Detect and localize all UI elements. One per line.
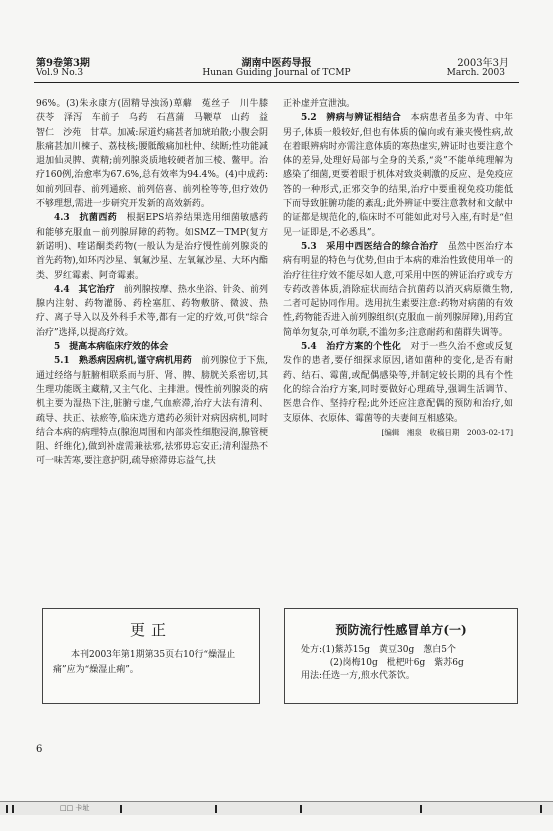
section-5-2-body: 本病患者虽多为青、中年男子,体质一般较好,但也有体质的偏向或有兼夹慢性病,故在着眼辨病时亦需注意体质的寒热虚实,辨证时也要注意个体的差异,处理好局部与全身的关系,“炎”不能单纯理解为感染了细菌,更要着眼于机体对致炎刺激的反应、是免疫应答的一种形式,正邪交争的结果,治疗中要重视免疫功能低下而导致脏腑功能的紊乱;此外辨证中要注意教材和文献中的证都是规范化的,临床时不可能如此对号入座,有时是“但见一证即是,不必悉具”。 bbox=[283, 113, 513, 238]
section-5-2-title: 5.2 辨病与辨证相结合 bbox=[301, 113, 402, 124]
section-5-1-body: 前列腺位于下焦,通过经络与脏腑相联系而与肝、肾、脾、膀胱关系密切,其生理功能既主藏精,又主气化、主排泄。慢性前列腺炎的病机主要为湿热下注,脏腑亏虚,气血瘀滞,治疗大法有清利、疏导、扶正、祛瘀等,临床选方遣药必须针对病因病机,同时结合本病的病理特点(腺泡周围和内部炎性细胞浸润,腺管梗阻、纤维化),做到补虚需兼祛邪,祛邪毋忘安正;清利湿热不可一味苦寒,要注意护阴,疏导瘀滞毋忘益气,扶 bbox=[36, 356, 268, 467]
issue-date-en: March. 2003 bbox=[446, 68, 505, 78]
scan-mark bbox=[6, 805, 8, 813]
scan-mark bbox=[215, 805, 217, 813]
paragraph-continuation-right: 正补虚并宣泄浊。 bbox=[283, 99, 356, 109]
scan-mark bbox=[300, 805, 302, 813]
scan-border-bar bbox=[0, 801, 553, 815]
recipe-line-1: 处方:(1)紫苏15g 黄豆30g 葱白5个 bbox=[301, 645, 456, 655]
scan-mark bbox=[120, 805, 122, 813]
journal-title-en: Hunan Guiding Journal of TCMP bbox=[202, 68, 351, 78]
section-5-4-body: 对于一些久治不愈或反复发作的患者,要仔细探求原因,诸如菌种的变化,是否有耐药、结石、霉菌,或配偶感染等,并制定较长期的具有个性化的综合治疗方案,同时要做好心理疏导,强调生活调节、医患合作、坚持疗程;此外还应注意配偶的预防和治疗,如支原体、衣原体、霉菌等的夫妻间互相感染。 bbox=[283, 342, 513, 424]
section-5-1-title: 5.1 熟悉病因病机,谨守病机用药 bbox=[54, 356, 192, 367]
issue-date-cn: 2003年3月 bbox=[457, 58, 509, 69]
section-5-title: 5 提高本病临床疗效的体会 bbox=[54, 342, 169, 353]
section-5-3-title: 5.3 采用中西医结合的综合治疗 bbox=[301, 241, 439, 252]
journal-title-cn: 湖南中医药导报 bbox=[241, 58, 312, 69]
recipe-title: 预防流行性感冒单方(一) bbox=[335, 623, 467, 637]
section-4-3-title: 4.3 抗菌西药 bbox=[54, 213, 118, 224]
volume-en: Vol.9 No.3 bbox=[36, 68, 84, 78]
section-5-1 bbox=[36, 354, 268, 468]
recipe-line-3: 用法:任选一方,煎水代茶饮。 bbox=[301, 671, 415, 681]
scan-bar-text: □□ 卡址 bbox=[60, 804, 90, 812]
correction-text: 本刊2003年第1期第35页右10行“燥湿止痛”应为“燥湿止痢”。 bbox=[53, 650, 236, 675]
scan-mark bbox=[540, 805, 542, 813]
section-4-4 bbox=[36, 283, 268, 340]
editor-note: [编辑 湘泉 收稿日期 2003-02-17] bbox=[381, 427, 513, 437]
section-5-3-body: 虽然中医治疗本病有明显的特色与优势,但由于本病的难治性致使用单一的治疗往往疗效不能尽如人意,可采用中医的辨证治疗或专方专药改善体质,消除症状而结合抗菌药以消灭病原微生物,二者可起协同作用。选用抗生素要注意:药物对病菌的有效性,药物能否进入前列腺组织(克服血－前列腺屏障),用药宜简单勿复杂,可单勿联,不滥勿多;注意耐药和菌群失调等。 bbox=[283, 241, 513, 338]
journal-header bbox=[0, 0, 553, 92]
correction-title: 更正 bbox=[129, 621, 172, 639]
left-column bbox=[36, 97, 278, 469]
section-4-4-body: 前列腺按摩、热水坐浴、针灸、前列腺内注射、药物灌肠、药栓塞肛、药物敷脐、微波、热疗、离子导入以及外科手术等,都有一定的疗效,可供“综合治疗”选择,以提高疗效。 bbox=[36, 284, 268, 338]
page-number: 6 bbox=[36, 744, 43, 755]
scan-mark bbox=[420, 805, 422, 813]
header-rule bbox=[34, 82, 519, 83]
right-column bbox=[283, 97, 513, 440]
volume-cn: 第9卷第3期 bbox=[36, 58, 90, 69]
section-5-2 bbox=[283, 111, 513, 240]
section-5-4 bbox=[283, 340, 513, 426]
section-4-3-body: 根据EPS培养结果选用细菌敏感药和能够充服血－前列腺屏障的药物。如SMZ－TMP(复方新诺明)、喹诺酮类药物(一般认为是治疗慢性前列腺炎的首先药物),如环丙沙星、氧氟沙星、左氧氟沙星、大环内酯类、罗红霉素、阿奇霉素。 bbox=[36, 213, 268, 281]
section-4-4-title: 4.4 其它治疗 bbox=[54, 284, 115, 295]
section-5-3 bbox=[283, 240, 513, 340]
section-4-3 bbox=[36, 211, 268, 282]
section-5-4-title: 5.4 治疗方案的个性化 bbox=[301, 342, 402, 353]
scan-mark bbox=[12, 805, 14, 813]
recipe-notice bbox=[284, 608, 518, 704]
correction-notice bbox=[42, 608, 260, 704]
paragraph-continuation: 96%。(3)朱永康方(固精导浊汤)萆薢 菟丝子 川牛膝 茯苓 泽泻 车前子 乌药 石菖蒲 马鞭草 山药 益智仁 沙苑 甘草。加减:尿道灼痛甚者加琥珀散;小腹会阴胀痛甚加川楝子、荔枝核;腰骶酸痛加杜仲、续断;性功能减退加仙灵脾、黄精;前列腺炎质地较硬者加三棱、鳖甲。治疗160例,治愈率为67.6%,总有效率为94.4%。(4)中成药:如前列回春、前列通瘀、前列倍喜、前列栓等等,但疗效仍不够理想,需进一步研究开发新的高效新药。 bbox=[36, 99, 278, 210]
recipe-line-2: (2)岗梅10g 枇杷叶6g 紫苏6g bbox=[329, 658, 464, 668]
